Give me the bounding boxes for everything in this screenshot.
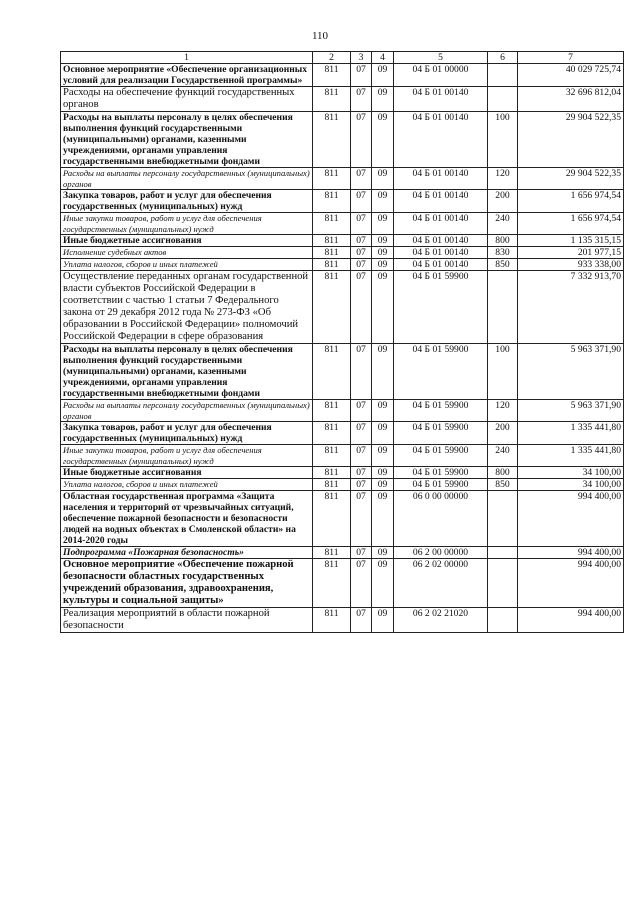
row-amount: 34 100,00 <box>518 479 624 491</box>
row-description: Осуществление переданных органам государственной власти субъектов Российской Федерации в соответствии с частью 1 статьи 7 Федерального закона от 29 декабря 2012 года № 273-ФЗ «Об образовании в Российской Федерации» полномочий Российской Федерации в сфере образования <box>61 271 313 344</box>
row-target-article: 04 Б 01 59900 <box>394 479 488 491</box>
row-expense-type: 850 <box>488 479 518 491</box>
row-target-article: 04 Б 01 59900 <box>394 344 488 400</box>
row-admin-code: 811 <box>313 491 351 547</box>
row-description: Подпрограмма «Пожарная безопасность» <box>61 547 313 559</box>
table-row <box>61 64 624 87</box>
row-admin-code: 811 <box>313 467 351 479</box>
row-expense-type: 830 <box>488 247 518 259</box>
row-description: Основное мероприятие «Обеспечение организационных условий для реализации Государственной программы» <box>61 64 313 87</box>
row-expense-type <box>488 559 518 608</box>
row-amount: 5 963 371,90 <box>518 400 624 422</box>
row-target-article: 04 Б 01 00140 <box>394 168 488 190</box>
row-admin-code: 811 <box>313 445 351 467</box>
table-row <box>61 247 624 259</box>
row-section: 07 <box>351 422 372 445</box>
row-amount: 32 696 812,04 <box>518 87 624 112</box>
row-expense-type <box>488 87 518 112</box>
row-subsection: 09 <box>372 479 394 491</box>
row-subsection: 09 <box>372 190 394 213</box>
row-section: 07 <box>351 547 372 559</box>
row-description: Закупка товаров, работ и услуг для обеспечения государственных (муниципальных) нужд <box>61 422 313 445</box>
header-cell: 5 <box>394 52 488 64</box>
row-expense-type: 240 <box>488 445 518 467</box>
row-description: Расходы на выплаты персоналу государственных (муниципальных) органов <box>61 400 313 422</box>
row-description: Расходы на выплаты персоналу в целях обеспечения выполнения функций государственными (муниципальными) органами, казенными учреждениями, органами управления государственными внебюджетными фондами <box>61 344 313 400</box>
row-target-article: 04 Б 01 00140 <box>394 259 488 271</box>
row-subsection: 09 <box>372 491 394 547</box>
table-row <box>61 491 624 547</box>
table-row <box>61 271 624 344</box>
row-subsection: 09 <box>372 259 394 271</box>
row-subsection: 09 <box>372 400 394 422</box>
row-section: 07 <box>351 479 372 491</box>
row-description: Исполнение судебных актов <box>61 247 313 259</box>
row-admin-code: 811 <box>313 247 351 259</box>
row-amount: 1 656 974,54 <box>518 190 624 213</box>
row-amount: 1 135 315,15 <box>518 235 624 247</box>
table-row <box>61 213 624 235</box>
table-row <box>61 559 624 608</box>
row-subsection: 09 <box>372 168 394 190</box>
table-row <box>61 235 624 247</box>
header-row <box>61 52 624 64</box>
table-row <box>61 112 624 168</box>
row-section: 07 <box>351 168 372 190</box>
row-section: 07 <box>351 344 372 400</box>
row-target-article: 04 Б 01 00140 <box>394 247 488 259</box>
row-amount: 34 100,00 <box>518 467 624 479</box>
header-cell: 7 <box>518 52 624 64</box>
row-description: Закупка товаров, работ и услуг для обеспечения государственных (муниципальных) нужд <box>61 190 313 213</box>
row-description: Реализация мероприятий в области пожарной безопасности <box>61 608 313 633</box>
row-amount: 994 400,00 <box>518 559 624 608</box>
row-expense-type: 120 <box>488 400 518 422</box>
row-admin-code: 811 <box>313 190 351 213</box>
row-description: Расходы на выплаты персоналу в целях обеспечения выполнения функций государственными (муниципальными) органами, казенными учреждениями, органами управления государственными внебюджетными фондами <box>61 112 313 168</box>
row-admin-code: 811 <box>313 344 351 400</box>
row-subsection: 09 <box>372 112 394 168</box>
row-target-article: 04 Б 01 00140 <box>394 190 488 213</box>
row-section: 07 <box>351 259 372 271</box>
row-description: Иные бюджетные ассигнования <box>61 467 313 479</box>
row-section: 07 <box>351 64 372 87</box>
table-row <box>61 547 624 559</box>
row-subsection: 09 <box>372 445 394 467</box>
table-row <box>61 608 624 633</box>
row-admin-code: 811 <box>313 235 351 247</box>
row-target-article: 04 Б 01 59900 <box>394 422 488 445</box>
table-row <box>61 168 624 190</box>
row-description: Иные закупки товаров, работ и услуг для обеспечения государственных (муниципальных) нужд <box>61 445 313 467</box>
row-description: Областная государственная программа «Защита населения и территорий от чрезвычайных ситуаций, обеспечение пожарной безопасности и безопасности людей на водных объектах в Смоленской области» на 2014-2020 годы <box>61 491 313 547</box>
row-target-article: 06 2 02 21020 <box>394 608 488 633</box>
row-expense-type <box>488 608 518 633</box>
row-description: Иные бюджетные ассигнования <box>61 235 313 247</box>
header-cell: 3 <box>351 52 372 64</box>
row-section: 07 <box>351 608 372 633</box>
row-amount: 1 656 974,54 <box>518 213 624 235</box>
row-target-article: 04 Б 01 59900 <box>394 467 488 479</box>
row-amount: 933 338,00 <box>518 259 624 271</box>
table-row <box>61 259 624 271</box>
row-section: 07 <box>351 271 372 344</box>
row-target-article: 04 Б 01 00140 <box>394 87 488 112</box>
row-subsection: 09 <box>372 467 394 479</box>
row-section: 07 <box>351 87 372 112</box>
row-admin-code: 811 <box>313 259 351 271</box>
row-target-article: 06 2 00 00000 <box>394 547 488 559</box>
row-description: Расходы на обеспечение функций государственных органов <box>61 87 313 112</box>
row-subsection: 09 <box>372 235 394 247</box>
row-expense-type: 100 <box>488 344 518 400</box>
row-target-article: 06 2 02 00000 <box>394 559 488 608</box>
row-expense-type <box>488 271 518 344</box>
table-row <box>61 87 624 112</box>
row-admin-code: 811 <box>313 64 351 87</box>
page-number: 110 <box>311 30 329 42</box>
row-section: 07 <box>351 247 372 259</box>
table-row <box>61 400 624 422</box>
row-section: 07 <box>351 400 372 422</box>
row-admin-code: 811 <box>313 213 351 235</box>
row-target-article: 04 Б 01 59900 <box>394 271 488 344</box>
row-subsection: 09 <box>372 87 394 112</box>
row-admin-code: 811 <box>313 87 351 112</box>
row-subsection: 09 <box>372 608 394 633</box>
row-section: 07 <box>351 467 372 479</box>
row-section: 07 <box>351 112 372 168</box>
row-expense-type <box>488 547 518 559</box>
row-description: Иные закупки товаров, работ и услуг для обеспечения государственных (муниципальных) нужд <box>61 213 313 235</box>
row-expense-type: 850 <box>488 259 518 271</box>
row-amount: 994 400,00 <box>518 547 624 559</box>
row-admin-code: 811 <box>313 112 351 168</box>
row-section: 07 <box>351 235 372 247</box>
row-description: Основное мероприятие «Обеспечение пожарной безопасности областных государственных учреждений образования, здравоохранения, культуры и социальной защиты» <box>61 559 313 608</box>
row-subsection: 09 <box>372 247 394 259</box>
row-description: Уплата налогов, сборов и иных платежей <box>61 259 313 271</box>
row-expense-type: 800 <box>488 235 518 247</box>
table-row <box>61 467 624 479</box>
table-row <box>61 422 624 445</box>
row-section: 07 <box>351 445 372 467</box>
row-section: 07 <box>351 491 372 547</box>
row-expense-type: 200 <box>488 190 518 213</box>
row-amount: 29 904 522,35 <box>518 112 624 168</box>
table-row <box>61 479 624 491</box>
row-admin-code: 811 <box>313 422 351 445</box>
row-amount: 29 904 522,35 <box>518 168 624 190</box>
row-subsection: 09 <box>372 422 394 445</box>
row-subsection: 09 <box>372 64 394 87</box>
row-expense-type: 200 <box>488 422 518 445</box>
row-section: 07 <box>351 190 372 213</box>
row-description: Уплата налогов, сборов и иных платежей <box>61 479 313 491</box>
row-expense-type <box>488 491 518 547</box>
row-section: 07 <box>351 213 372 235</box>
row-admin-code: 811 <box>313 559 351 608</box>
row-expense-type: 800 <box>488 467 518 479</box>
header-cell: 6 <box>488 52 518 64</box>
row-amount: 40 029 725,74 <box>518 64 624 87</box>
row-description: Расходы на выплаты персоналу государственных (муниципальных) органов <box>61 168 313 190</box>
table-row <box>61 190 624 213</box>
row-subsection: 09 <box>372 344 394 400</box>
row-subsection: 09 <box>372 559 394 608</box>
row-expense-type: 240 <box>488 213 518 235</box>
table-row <box>61 344 624 400</box>
header-cell: 2 <box>313 52 351 64</box>
header-cell: 1 <box>61 52 313 64</box>
row-admin-code: 811 <box>313 479 351 491</box>
budget-table <box>60 51 624 633</box>
row-expense-type: 100 <box>488 112 518 168</box>
row-target-article: 04 Б 01 00000 <box>394 64 488 87</box>
row-amount: 201 977,15 <box>518 247 624 259</box>
row-amount: 7 332 913,70 <box>518 271 624 344</box>
row-target-article: 04 Б 01 00140 <box>394 235 488 247</box>
row-amount: 1 335 441,80 <box>518 422 624 445</box>
row-amount: 994 400,00 <box>518 608 624 633</box>
row-target-article: 04 Б 01 00140 <box>394 112 488 168</box>
row-subsection: 09 <box>372 213 394 235</box>
row-target-article: 04 Б 01 59900 <box>394 400 488 422</box>
table-row <box>61 445 624 467</box>
row-subsection: 09 <box>372 547 394 559</box>
header-cell: 4 <box>372 52 394 64</box>
row-admin-code: 811 <box>313 547 351 559</box>
row-expense-type: 120 <box>488 168 518 190</box>
row-target-article: 04 Б 01 00140 <box>394 213 488 235</box>
row-amount: 5 963 371,90 <box>518 344 624 400</box>
row-subsection: 09 <box>372 271 394 344</box>
row-admin-code: 811 <box>313 271 351 344</box>
row-target-article: 06 0 00 00000 <box>394 491 488 547</box>
row-expense-type <box>488 64 518 87</box>
row-admin-code: 811 <box>313 400 351 422</box>
row-admin-code: 811 <box>313 608 351 633</box>
row-amount: 994 400,00 <box>518 491 624 547</box>
row-section: 07 <box>351 559 372 608</box>
row-target-article: 04 Б 01 59900 <box>394 445 488 467</box>
row-amount: 1 335 441,80 <box>518 445 624 467</box>
row-admin-code: 811 <box>313 168 351 190</box>
